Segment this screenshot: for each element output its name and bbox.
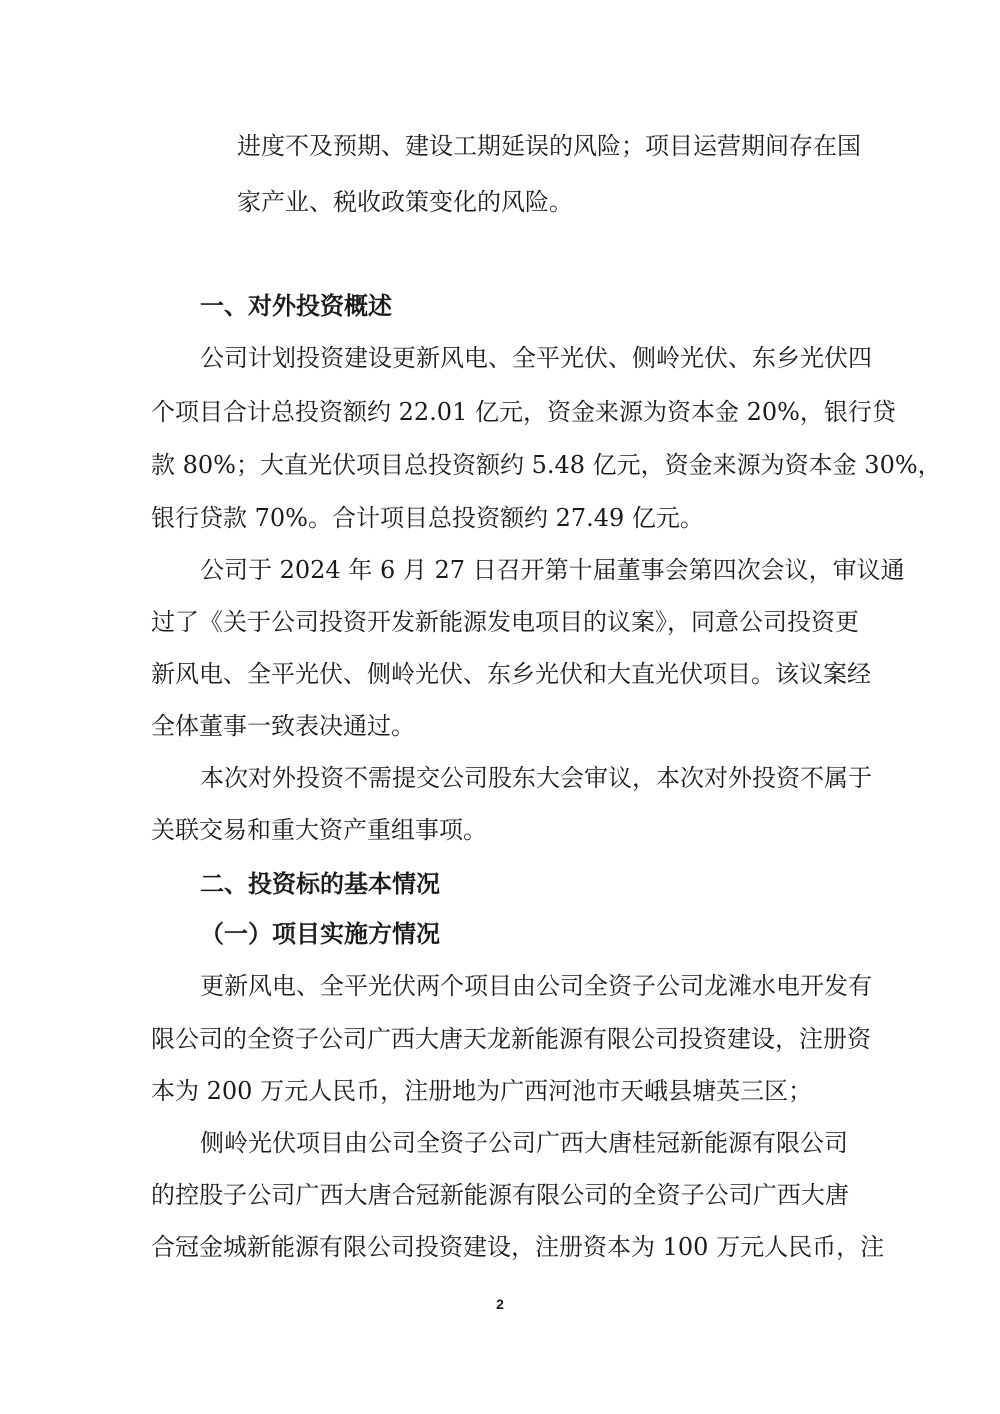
s1-p3-line-2: 关联交易和重大资产重组事项。	[151, 816, 487, 844]
s2-p1-line-3: 本为 200 万元人民币，注册地为广西河池市天峨县塘英三区；	[151, 1077, 813, 1105]
s1-p2-line-4: 全体董事一致表决通过。	[151, 712, 415, 740]
section-2-heading: 二、投资标的基本情况	[200, 870, 440, 898]
s1-p1-line-4: 银行贷款 70%。合计项目总投资额约 27.49 亿元。	[151, 504, 704, 532]
s1-p1-line-1: 公司计划投资建设更新风电、全平光伏、侧岭光伏、东乡光伏四	[200, 344, 872, 372]
intro-line-2: 家产业、税收政策变化的风险。	[237, 188, 573, 216]
s2-p2-line-3: 合冠金城新能源有限公司投资建设，注册资本为 100 万元人民币，注	[151, 1233, 885, 1261]
s1-p1-line-2: 个项目合计总投资额约 22.01 亿元，资金来源为资本金 20%，银行贷	[151, 398, 896, 426]
s1-p2-line-1: 公司于 2024 年 6 月 27 日召开第十届董事会第四次会议，审议通	[200, 556, 905, 584]
s2-p1-line-1: 更新风电、全平光伏两个项目由公司全资子公司龙滩水电开发有	[200, 972, 872, 1000]
page-number: 2	[496, 1296, 504, 1312]
s2-p2-line-1: 侧岭光伏项目由公司全资子公司广西大唐桂冠新能源有限公司	[200, 1129, 848, 1157]
s2-p1-line-2: 限公司的全资子公司广西大唐天龙新能源有限公司投资建设，注册资	[151, 1025, 871, 1053]
s1-p2-line-3: 新风电、全平光伏、侧岭光伏、东乡光伏和大直光伏项目。该议案经	[151, 660, 871, 688]
s1-p1-line-3: 款 80%；大直光伏项目总投资额约 5.48 亿元，资金来源为资本金 30%，	[151, 451, 942, 479]
s1-p3-line-1: 本次对外投资不需提交公司股东大会审议，本次对外投资不属于	[200, 764, 872, 792]
section-1-heading: 一、对外投资概述	[200, 292, 392, 320]
s1-p2-line-2: 过了《关于公司投资开发新能源发电项目的议案》，同意公司投资更	[151, 608, 859, 636]
section-2-subheading: （一）项目实施方情况	[200, 920, 440, 948]
intro-line-1: 进度不及预期、建设工期延误的风险；项目运营期间存在国	[237, 132, 861, 160]
s2-p2-line-2: 的控股子公司广西大唐合冠新能源有限公司的全资子公司广西大唐	[151, 1181, 849, 1209]
